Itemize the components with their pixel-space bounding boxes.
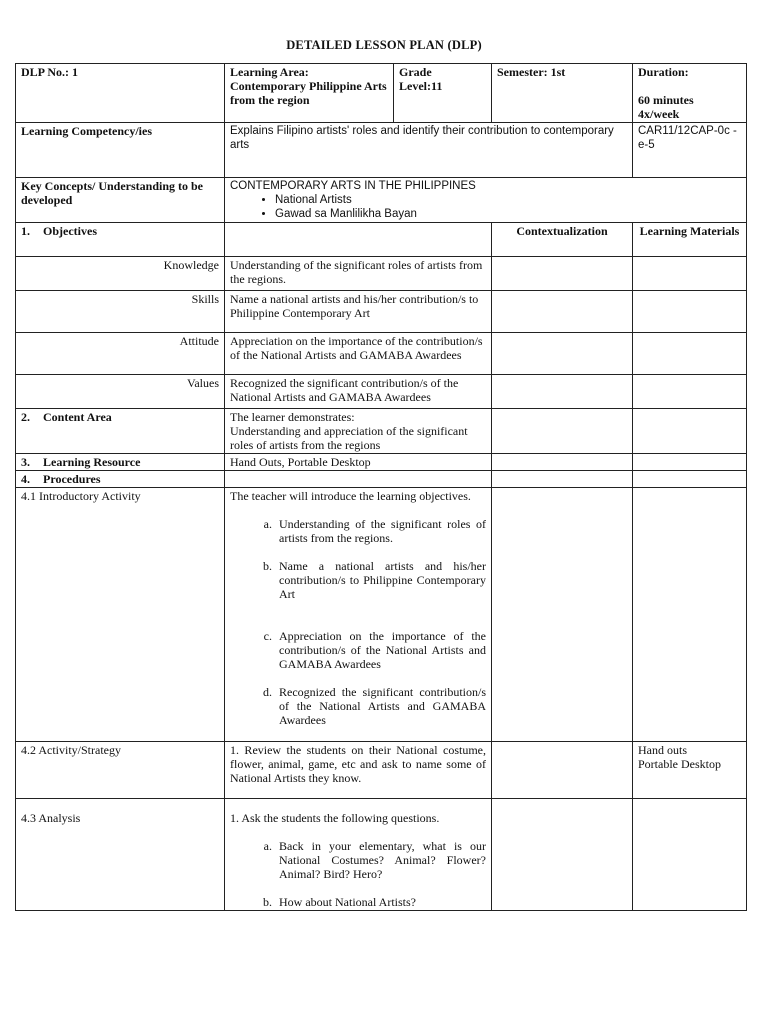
- procedures-heading: 4. Procedures: [16, 471, 225, 488]
- content-area-line1: The learner demonstrates:: [230, 410, 355, 424]
- list-item: b. How about National Artists?: [275, 895, 486, 909]
- key-concepts-label: Key Concepts/ Understanding to be developed: [16, 178, 225, 223]
- competency-row: [16, 123, 747, 178]
- key-concepts-cell: [225, 178, 747, 223]
- key-concepts-heading: CONTEMPORARY ARTS IN THE PHILIPPINES: [230, 180, 476, 192]
- content-area-cell: [225, 409, 492, 454]
- list-item: d. Recognized the significant contribution/s of the National Artists and GAMABA Awardees: [275, 685, 486, 727]
- learning-resource-heading: 3. Learning Resource: [16, 454, 225, 471]
- contextualization-header: Contextualization: [492, 223, 633, 257]
- introductory-activity-label: 4.1 Introductory Activity: [16, 488, 225, 742]
- grade-label: Grade: [399, 65, 432, 79]
- activity-materials-1: Hand outs: [638, 743, 687, 757]
- objectives-label: Objectives: [43, 224, 97, 238]
- learning-materials-header: Learning Materials: [633, 223, 747, 257]
- grade-cell: [394, 64, 492, 123]
- learning-resource-row: [16, 454, 747, 471]
- objectives-heading: [16, 223, 225, 257]
- content-area-row: [16, 409, 747, 454]
- learning-area-cell: [225, 64, 394, 123]
- procedures-row: [16, 471, 747, 488]
- objective-values-label: Values: [16, 375, 225, 409]
- duration-cell: [633, 64, 747, 123]
- objectives-blank: [225, 223, 492, 257]
- objective-knowledge-text: Understanding of the significant roles of artists from the regions.: [225, 257, 492, 291]
- duration-value-1: 60 minutes: [638, 93, 694, 107]
- list-item: c. Appreciation on the importance of the contribution/s of the National Artists and GAMABA Awardees: [275, 629, 486, 671]
- key-concepts-row: [16, 178, 747, 223]
- duration-value-2: 4x/week: [638, 107, 680, 121]
- table-row: [16, 375, 747, 409]
- dlp-number: DLP No.: 1: [21, 65, 78, 79]
- header-row: [16, 64, 747, 123]
- content-area-label: Content Area: [43, 410, 112, 424]
- learning-resource-label: Learning Resource: [43, 455, 141, 469]
- key-concepts-list: [230, 193, 741, 221]
- introductory-activity-text: The teacher will introduce the learning objectives.: [230, 489, 471, 503]
- analysis-questions-list: [230, 839, 486, 909]
- document-title: DETAILED LESSON PLAN (DLP): [286, 38, 482, 52]
- analysis-row: [16, 799, 747, 911]
- introductory-activity-cell: [225, 488, 492, 742]
- table-row: [16, 291, 747, 333]
- procedures-label: Procedures: [43, 472, 101, 486]
- content-area-heading: 2. Content Area: [16, 409, 225, 454]
- content-area-line2: Understanding and appreciation of the significant roles of artists from the regions: [230, 424, 468, 452]
- competency-code: CAR11/12CAP-0c -e-5: [633, 123, 747, 178]
- semester-cell: [492, 64, 633, 123]
- competency-text: Explains Filipino artists' roles and identify their contribution to contemporary arts: [225, 123, 633, 178]
- learning-resource-text: Hand Outs, Portable Desktop: [225, 454, 492, 471]
- objective-attitude-text: Appreciation on the importance of the contribution/s of the National Artists and GAMABA Awardees: [225, 333, 492, 375]
- learning-area-label: Learning Area:: [230, 65, 309, 79]
- table-row: [16, 257, 747, 291]
- list-item: • National Artists: [275, 193, 741, 207]
- list-item: a. Back in your elementary, what is our National Costumes? Animal? Flower? Animal? Bird? Hero?: [275, 839, 486, 881]
- objective-values-text: Recognized the significant contribution/s of the National Artists and GAMABA Awardees: [225, 375, 492, 409]
- competency-label: Learning Competency/ies: [16, 123, 225, 178]
- table-row: [16, 333, 747, 375]
- activity-strategy-row: [16, 742, 747, 799]
- list-item: • Gawad sa Manlilikha Bayan: [275, 207, 741, 221]
- activity-materials-cell: [633, 742, 747, 799]
- list-item: a. Understanding of the significant roles of artists from the regions.: [275, 517, 486, 545]
- semester: Semester: 1st: [497, 65, 566, 79]
- objective-knowledge-label: Knowledge: [16, 257, 225, 291]
- analysis-label: 4.3 Analysis: [16, 799, 225, 911]
- objectives-header-row: [16, 223, 747, 257]
- lesson-plan-table: [15, 63, 747, 911]
- introductory-objectives-list: [230, 517, 486, 727]
- analysis-text: 1. Ask the students the following questions.: [230, 811, 440, 825]
- list-item: b. Name a national artists and his/her contribution/s to Philippine Contemporary Art: [275, 559, 486, 601]
- objective-attitude-label: Attitude: [16, 333, 225, 375]
- duration-label: Duration:: [638, 65, 689, 79]
- objective-skills-label: Skills: [16, 291, 225, 333]
- activity-strategy-text: 1. Review the students on their National costume, flower, animal, game, etc and ask to name some of National Artists they know.: [225, 742, 492, 799]
- learning-area-value: Contemporary Philippine Arts from the region: [230, 79, 387, 107]
- analysis-cell: [225, 799, 492, 911]
- objective-skills-text: Name a national artists and his/her contribution/s to Philippine Contemporary Art: [225, 291, 492, 333]
- activity-materials-2: Portable Desktop: [638, 757, 721, 771]
- dlp-number-cell: [16, 64, 225, 123]
- activity-strategy-label: 4.2 Activity/Strategy: [16, 742, 225, 799]
- grade-value: Level:11: [399, 79, 443, 93]
- introductory-activity-row: [16, 488, 747, 742]
- objectives-number: 1.: [21, 224, 30, 238]
